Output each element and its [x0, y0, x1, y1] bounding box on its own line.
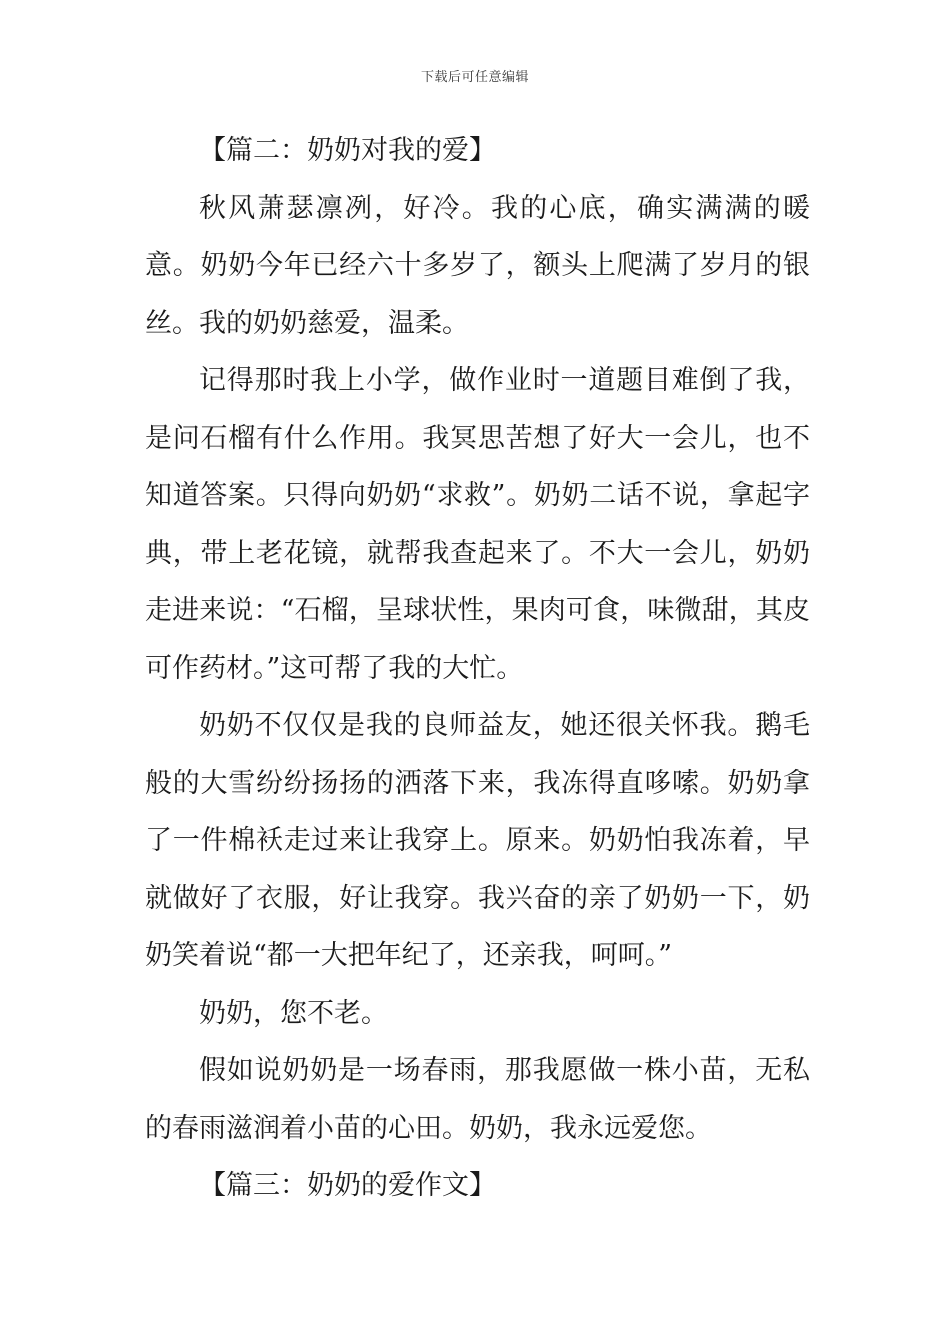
- paragraph: 假如说奶奶是一场春雨，那我愿做一株小苗，无私的春雨滋润着小苗的心田。奶奶，我永远爱您。: [145, 1055, 810, 1144]
- paragraph: 秋风萧瑟凛冽，好冷。我的心底，确实满满的暖意。奶奶今年已经六十多岁了，额头上爬满了岁月的银丝。我的奶奶慈爱，温柔。: [145, 192, 810, 339]
- section-heading-2: 【篇二：奶奶对我的爱】: [199, 135, 496, 166]
- section-heading-3: 【篇三：奶奶的爱作文】: [199, 1170, 496, 1201]
- document-body: [145, 122, 810, 1215]
- page-header-note: 下载后可任意编辑: [420, 70, 529, 85]
- paragraph: 奶奶，您不老。: [199, 997, 388, 1029]
- paragraph: 奶奶不仅仅是我的良师益友，她还很关怀我。鹅毛般的大雪纷纷扬扬的洒落下来，我冻得直哆嗦。奶奶拿了一件棉袄走过来让我穿上。原来。奶奶怕我冻着，早就做好了衣服，好让我穿。我兴奋的亲了奶奶一下，奶奶笑着说“都一大把年纪了，还亲我，呵呵。”: [145, 710, 810, 971]
- paragraph: 记得那时我上小学，做作业时一道题目难倒了我，是问石榴有什么作用。我冥思苦想了好大一会儿，也不知道答案。只得向奶奶“求救”。奶奶二话不说，拿起字典，带上老花镜，就帮我查起来了。不大一会儿，奶奶走进来说：“石榴，呈球状性，果肉可食，味微甜，其皮可作药材。”这可帮了我的大忙。: [145, 365, 810, 684]
